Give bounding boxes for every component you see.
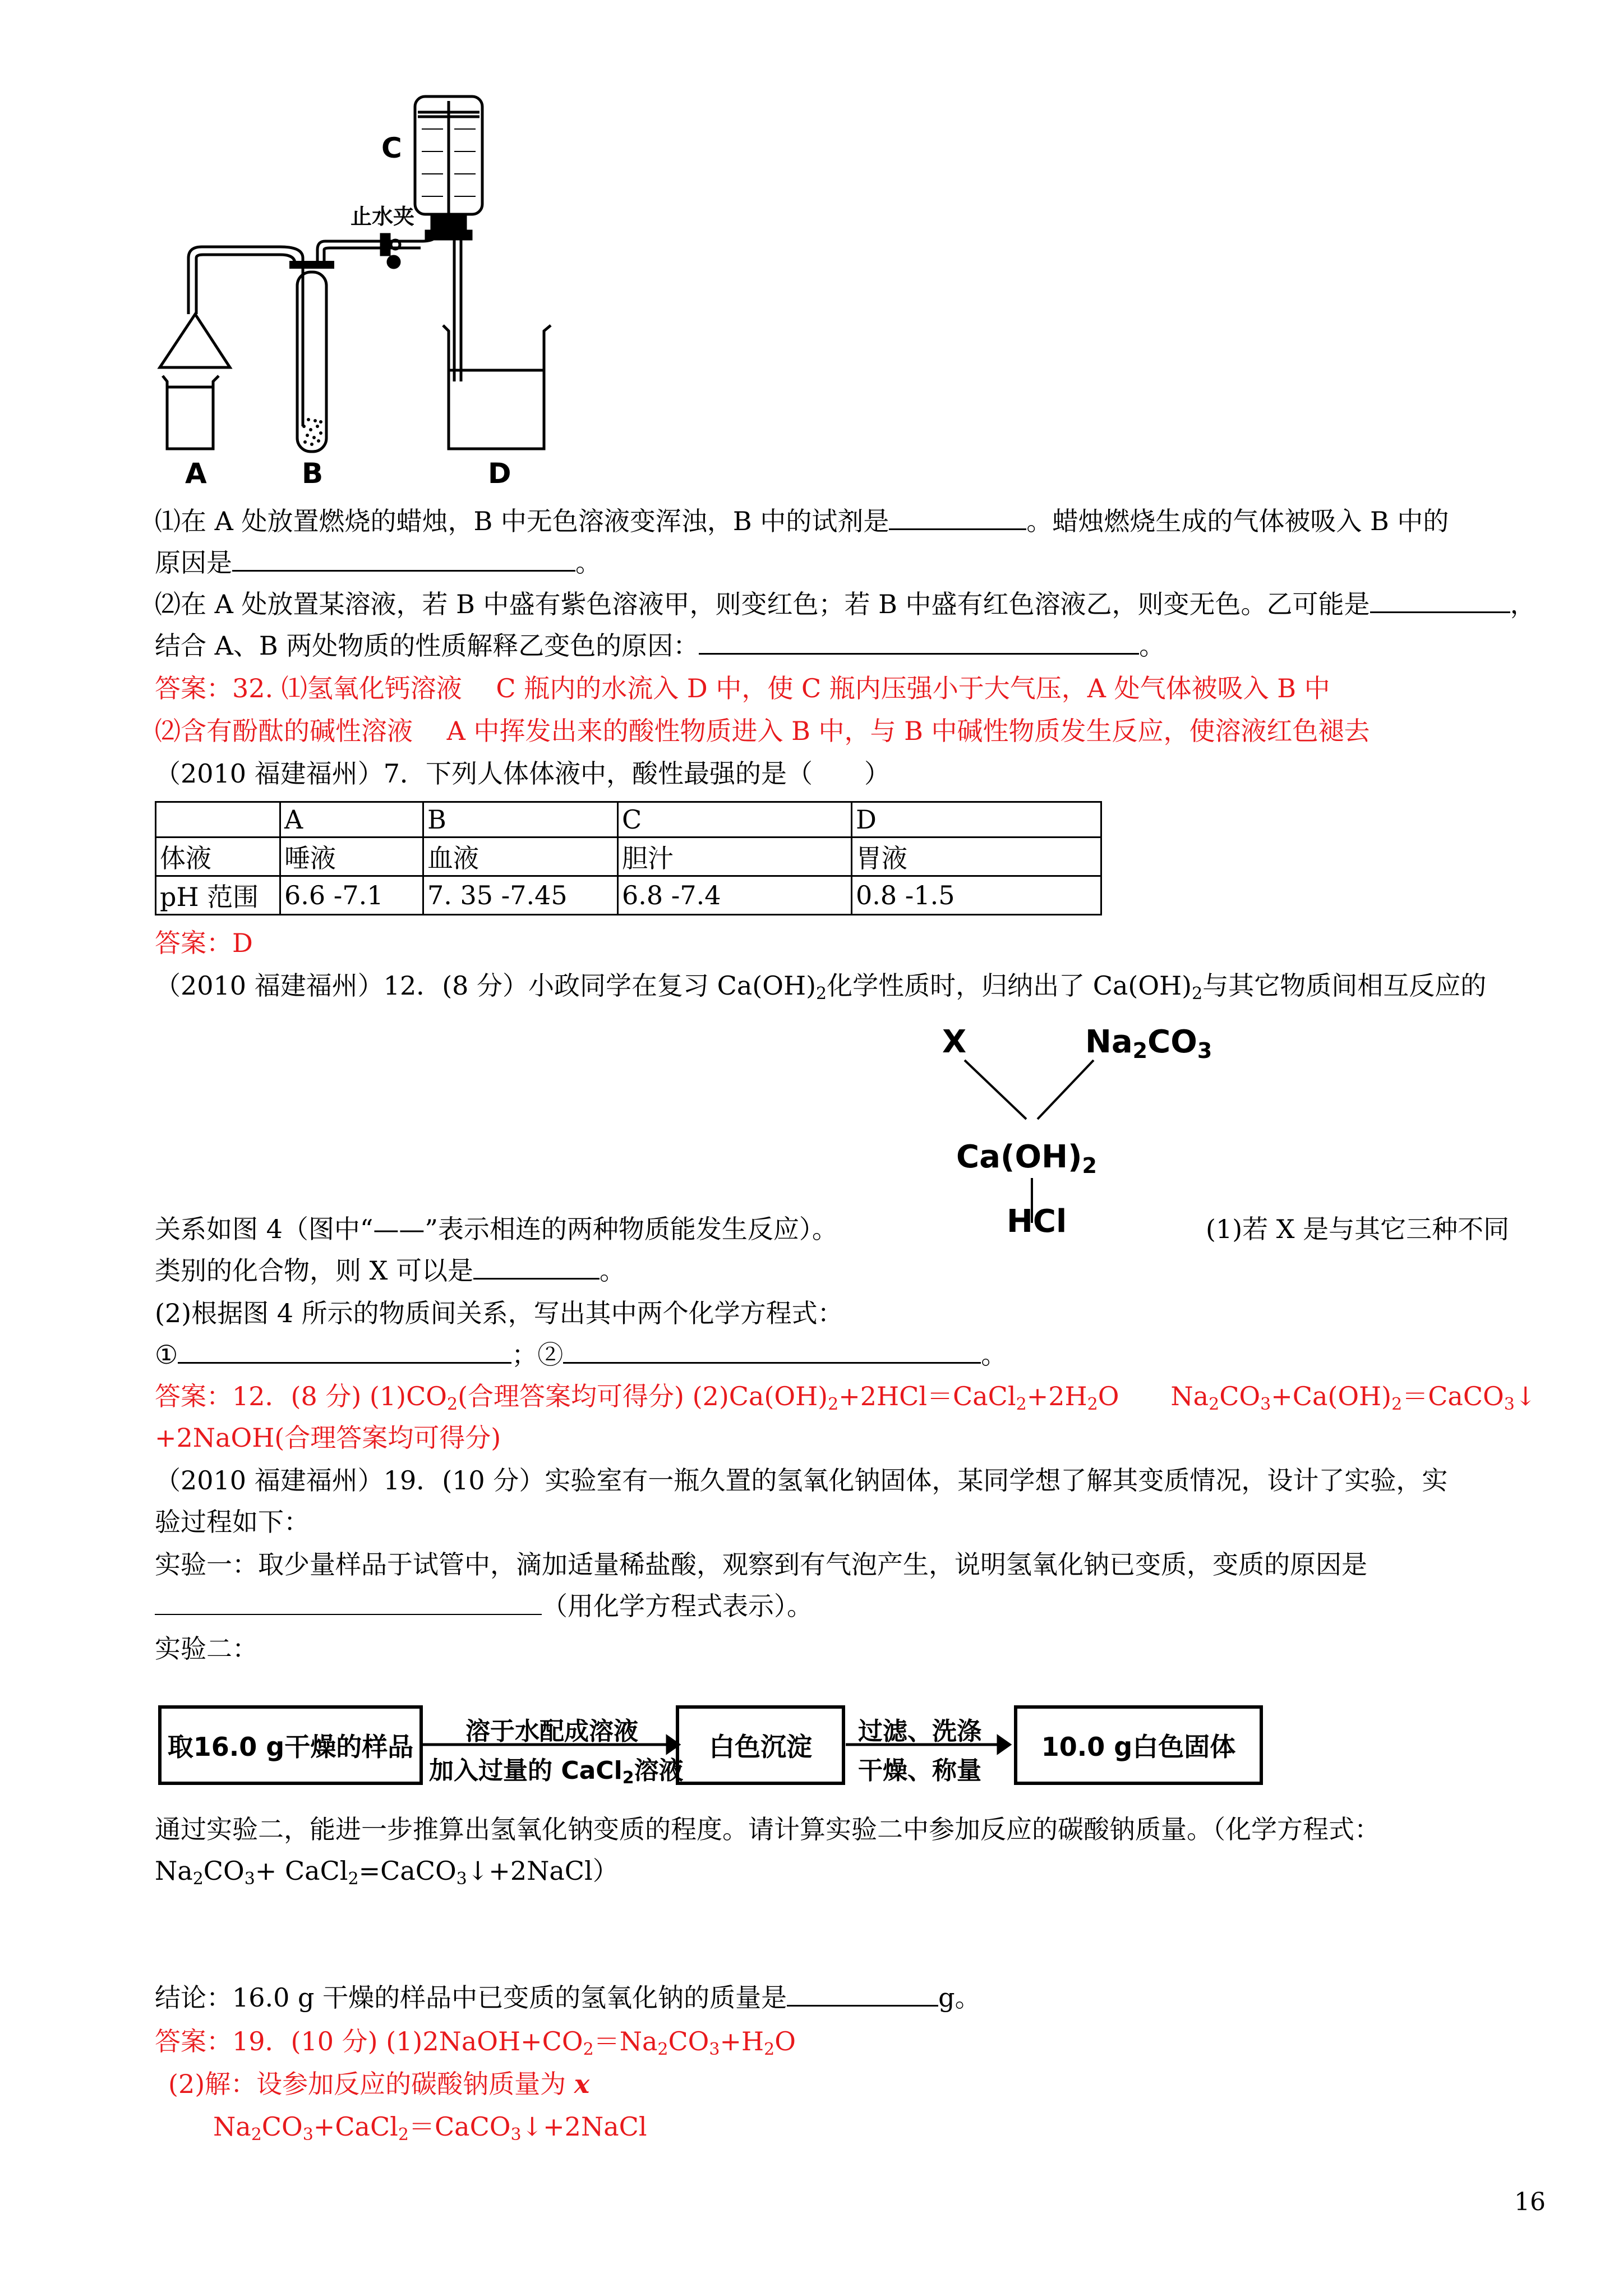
page-number: 16 bbox=[1514, 2188, 1546, 2216]
diagram-caoh2: $Ca(OH)_2$ bbox=[956, 1139, 1097, 1178]
table-cell: C bbox=[618, 802, 852, 838]
q19-exp1-line2: （用化学方程式表示）。 bbox=[155, 1589, 813, 1623]
q32-line3: ⑵在 A 处放置某溶液，若 B 中盛有紫色溶液甲，则变红色；若 B 中盛有红色溶液乙，则变无色。乙可能是 ， bbox=[155, 589, 1536, 619]
table-row bbox=[156, 876, 1101, 915]
table-cell: 7. 35 -7.45 bbox=[423, 876, 618, 915]
q12-answer-line2: +2NaOH(合理答案均可得分) bbox=[155, 1423, 501, 1453]
flow-arrow1-bottom: 加入过量的 CaCl$_2$溶液 bbox=[429, 1756, 684, 1788]
q19-exp1-line1: 实验一：取少量样品于试管中，滴加适量稀盐酸，观察到有气泡产生，说明氢氧化钠已变质，变质的原因是 bbox=[155, 1549, 1367, 1580]
q12-line4: (2)根据图 4 所示的物质间关系，写出其中两个化学方程式： bbox=[155, 1298, 843, 1328]
q19-stem2: 验过程如下： bbox=[155, 1507, 310, 1537]
clamp-label: 止水夹 bbox=[351, 204, 415, 229]
table-cell: 胃液 bbox=[852, 838, 1101, 876]
table-cell bbox=[156, 802, 280, 838]
q32-answer-line1: 答案：32. ⑴氢氧化钙溶液 C 瓶内的水流入 D 中，使 C 瓶内压强小于大气压，A 处气体被吸入 B 中 bbox=[155, 673, 1330, 703]
q19-exp2-label: 实验二： bbox=[155, 1634, 258, 1664]
q32-line2: 原因是 。 bbox=[155, 547, 601, 578]
diagram-x: X bbox=[942, 1024, 967, 1060]
q32-answer-line2: ⑵含有酚酞的碱性溶液 A 中挥发出来的酸性物质进入 B 中，与 B 中碱性物质发生反应，使溶液红色褪去 bbox=[155, 716, 1370, 746]
q12-line5: ① ；② 。 bbox=[155, 1340, 1007, 1370]
q12-stem: （2010 福建福州）12．(8 分）小政同学在复习 $Ca(OH)_2$化学性质时，归纳出了 $Ca(OH)_2$与其它物质间相互反应的 bbox=[155, 970, 1487, 1004]
q32-line4: 结合 A、B 两处物质的性质解释乙变色的原因： 。 bbox=[155, 631, 1165, 661]
flow-box-precipitate: 白色沉淀 bbox=[676, 1705, 845, 1785]
table-cell: 体液 bbox=[156, 838, 280, 876]
table-cell: 0.8 -1.5 bbox=[852, 876, 1101, 915]
q19-stem1: （2010 福建福州）19．(10 分）实验室有一瓶久置的氢氧化钠固体，某同学想了解其变质情况，设计了实验，实 bbox=[155, 1465, 1448, 1496]
label-d: D bbox=[488, 457, 511, 490]
q12-answer-line1: 答案：12．(8 分) $(1)CO_2$(合理答案均可得分) $(2)Ca(OH)_2+2HCl=CaCl_2+2H_2O$ $Na_2CO_3+Ca(OH)_2=CaCO_3↓$ bbox=[155, 1381, 1537, 1414]
table-row bbox=[156, 802, 1101, 838]
table-row bbox=[156, 838, 1101, 876]
table-cell: pH 范围 bbox=[156, 876, 280, 915]
table-cell: 胆汁 bbox=[618, 838, 852, 876]
q12-line2-left: 关系如图 4（图中“——”表示相连的两种物质能发生反应）。 bbox=[155, 1214, 838, 1244]
q12-line2-right: (1)若 X 是与其它三种不同 bbox=[1206, 1214, 1510, 1244]
q12-line3: 类别的化合物，则 X 可以是 。 bbox=[155, 1255, 625, 1286]
q7-stem: （2010 福建福州）7．下列人体体液中，酸性最强的是（ ） bbox=[155, 758, 890, 789]
table-cell: 血液 bbox=[423, 838, 618, 876]
label-a: A bbox=[185, 457, 207, 490]
apparatus-figure bbox=[151, 90, 578, 494]
q32-line1: ⑴在 A 处放置燃烧的蜡烛，B 中无色溶液变浑浊，B 中的试剂是 。蜡烛燃烧生成的气体被吸入 B 中的 bbox=[155, 506, 1449, 536]
flow-box-solid: 10.0 g白色固体 bbox=[1014, 1705, 1263, 1785]
table-cell: A bbox=[280, 802, 423, 838]
q19-answer-line3: $Na_2CO_3+CaCl_2=CaCO_3↓+2NaCl$ bbox=[213, 2111, 647, 2145]
q19-calc-line2: $Na_2CO_3+$ CaCl$_2$=CaCO$_3$↓+2NaCl） bbox=[155, 1856, 619, 1889]
q7-answer: 答案：D bbox=[155, 928, 253, 958]
table-cell: 6.6 -7.1 bbox=[280, 876, 423, 915]
flow-arrow2-top: 过滤、洗涤 bbox=[858, 1717, 981, 1746]
table-cell: 唾液 bbox=[280, 838, 423, 876]
table-cell: D bbox=[852, 802, 1101, 838]
table-cell: B bbox=[423, 802, 618, 838]
ph-table bbox=[155, 801, 1102, 915]
q19-calc-line1: 通过实验二，能进一步推算出氢氧化钠变质的程度。请计算实验二中参加反应的碳酸钠质量。（化学方程式： bbox=[155, 1814, 1380, 1844]
diagram-hcl: HCl bbox=[1007, 1203, 1067, 1240]
flow-arrow1-top: 溶于水配成溶液 bbox=[465, 1717, 638, 1746]
q19-answer-line1: 答案：19．(10 分) $(1)2NaOH+CO_2=Na_2CO_3+H_2O$ bbox=[155, 2026, 796, 2059]
label-b: B bbox=[302, 457, 324, 490]
q19-answer-line2: (2)解：设参加反应的碳酸钠质量为 x bbox=[168, 2069, 590, 2099]
q19-conclusion: 结论：16.0 g 干燥的样品中已变质的氢氧化钠的质量是 g。 bbox=[155, 1982, 981, 2013]
table-cell: 6.8 -7.4 bbox=[618, 876, 852, 915]
label-c: C bbox=[381, 132, 402, 164]
flow-box-sample: 取16.0 g干燥的样品 bbox=[158, 1705, 423, 1785]
diagram-na2co3: $Na_2CO_3$ bbox=[1085, 1024, 1212, 1063]
flow-arrow2-bottom: 干燥、称量 bbox=[858, 1756, 981, 1785]
